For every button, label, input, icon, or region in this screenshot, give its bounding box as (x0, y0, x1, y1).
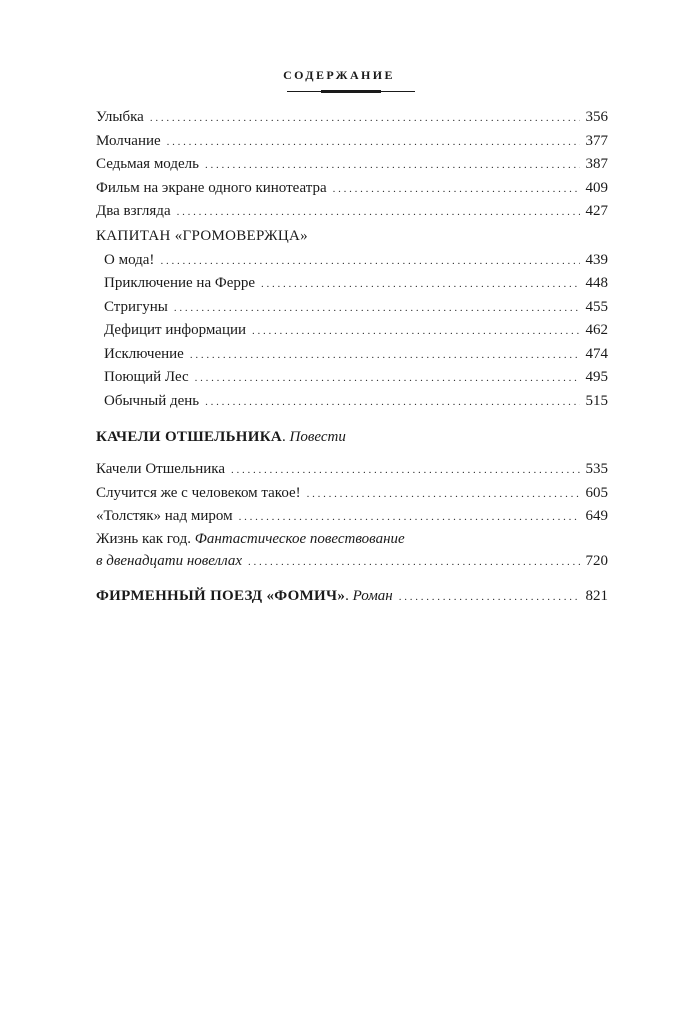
toc-entry-page: 495 (585, 369, 608, 385)
cycle-title: КАПИТАН «ГРОМОВЕРЖЦА» (96, 227, 308, 244)
toc-entry-page: 455 (585, 298, 608, 315)
section-heading (96, 425, 608, 450)
dot-leader (150, 107, 580, 131)
toc-entry[interactable] (96, 366, 608, 390)
spacer (96, 413, 608, 425)
toc-entry-page: 605 (585, 484, 608, 501)
toc-entry-title: Молчание (96, 132, 161, 149)
toc-entry-page: 462 (585, 322, 608, 338)
toc-entry-page: 439 (585, 251, 608, 268)
toc-entry-subtitle-line1: Фантастическое повествование (194, 530, 405, 547)
dot-leader (177, 201, 580, 225)
dot-leader (333, 178, 580, 202)
dot-leader (195, 367, 580, 391)
toc-entry-title: «Толстяк» над миром (96, 508, 233, 524)
dot-leader (205, 154, 580, 178)
toc-entry[interactable] (96, 584, 608, 609)
section-subtitle: Повести (289, 429, 346, 445)
toc-entry-title: Улыбка (96, 109, 144, 125)
section-heading-text (96, 425, 346, 450)
toc-entry-page: 427 (585, 203, 608, 219)
toc-entry-page: 356 (585, 109, 608, 125)
title-rule (287, 90, 415, 93)
toc-entry-page: 474 (585, 345, 608, 362)
toc-entry-title: Исключение (104, 345, 184, 362)
dot-leader (205, 391, 579, 415)
toc-entry-page: 720 (585, 552, 608, 569)
dot-leader (190, 344, 580, 368)
toc-entry-title: Фильм на экране одного кинотеатра (96, 179, 327, 196)
dot-leader (160, 250, 579, 274)
section-subtitle: Роман (352, 587, 393, 604)
dot-leader (239, 506, 580, 530)
contents-header (0, 66, 678, 84)
toc-entry-title: Дефицит информации (104, 322, 247, 338)
toc-entry[interactable] (96, 482, 608, 506)
toc-entry-page: 535 (585, 461, 608, 477)
section-title-dot: . (282, 429, 290, 445)
section-title-dot: . (345, 587, 353, 604)
dot-leader (231, 459, 579, 483)
cycle-heading (96, 224, 608, 249)
toc-entry[interactable] (96, 130, 608, 154)
toc-entry-main-title: Жизнь как год. (96, 530, 191, 547)
title-rule-thick (321, 90, 381, 93)
toc-entry[interactable] (96, 106, 608, 130)
toc-entry-page: 649 (585, 508, 608, 524)
dot-leader (167, 131, 580, 155)
toc-entry[interactable] (96, 153, 608, 177)
toc-entry-line2[interactable] (96, 550, 608, 572)
toc-entry[interactable] (96, 296, 608, 320)
section-title: ФИРМЕННЫЙ ПОЕЗД «ФОМИЧ» (96, 587, 346, 604)
spacer (96, 572, 608, 584)
toc-entry[interactable] (96, 272, 608, 296)
toc-entry-title: О мода! (104, 251, 155, 268)
page-title: СОДЕРЖАНИЕ (283, 68, 395, 82)
dot-leader (174, 297, 580, 321)
section-title: КАЧЕЛИ ОТШЕЛЬНИКА (96, 429, 283, 445)
toc-entry[interactable] (96, 200, 608, 224)
toc-entry[interactable] (96, 249, 608, 273)
toc-entry-title: Качели Отшельника (96, 461, 226, 477)
toc-entry-title: Случится же с человеком такое! (96, 484, 301, 501)
toc-entry-title: Приключение на Ферре (104, 275, 256, 291)
toc-entry[interactable] (96, 343, 608, 367)
toc-entry-page: 387 (585, 156, 608, 172)
toc-entry-page: 409 (585, 179, 608, 196)
section-heading-text (96, 584, 393, 609)
dot-leader (399, 585, 580, 610)
toc-entry[interactable] (96, 505, 608, 529)
toc-entry-page: 821 (585, 587, 608, 604)
toc-entry-title: Поющий Лес (104, 369, 189, 385)
toc-entry-page: 515 (585, 392, 608, 409)
toc-entry-page: 377 (585, 132, 608, 149)
toc-entry-title: Стригуны (104, 298, 168, 315)
toc-entry-title (96, 529, 405, 550)
toc-entry[interactable] (96, 390, 608, 414)
toc-entry-title: Седьмая модель (96, 156, 199, 172)
toc-entry-subtitle-line2: в двенадцати новеллах (96, 552, 242, 569)
toc-entry[interactable] (96, 177, 608, 201)
table-of-contents (96, 106, 608, 609)
toc-entry-title: Обычный день (104, 392, 200, 409)
toc-entry[interactable] (96, 458, 608, 482)
toc-entry-title: Два взгляда (96, 203, 171, 219)
toc-entry-line1[interactable] (96, 529, 608, 550)
spacer (96, 450, 608, 458)
dot-leader (261, 273, 579, 297)
dot-leader (248, 551, 580, 573)
toc-entry[interactable] (96, 319, 608, 343)
dot-leader (252, 320, 579, 344)
toc-entry-page: 448 (585, 275, 608, 291)
dot-leader (307, 483, 580, 507)
